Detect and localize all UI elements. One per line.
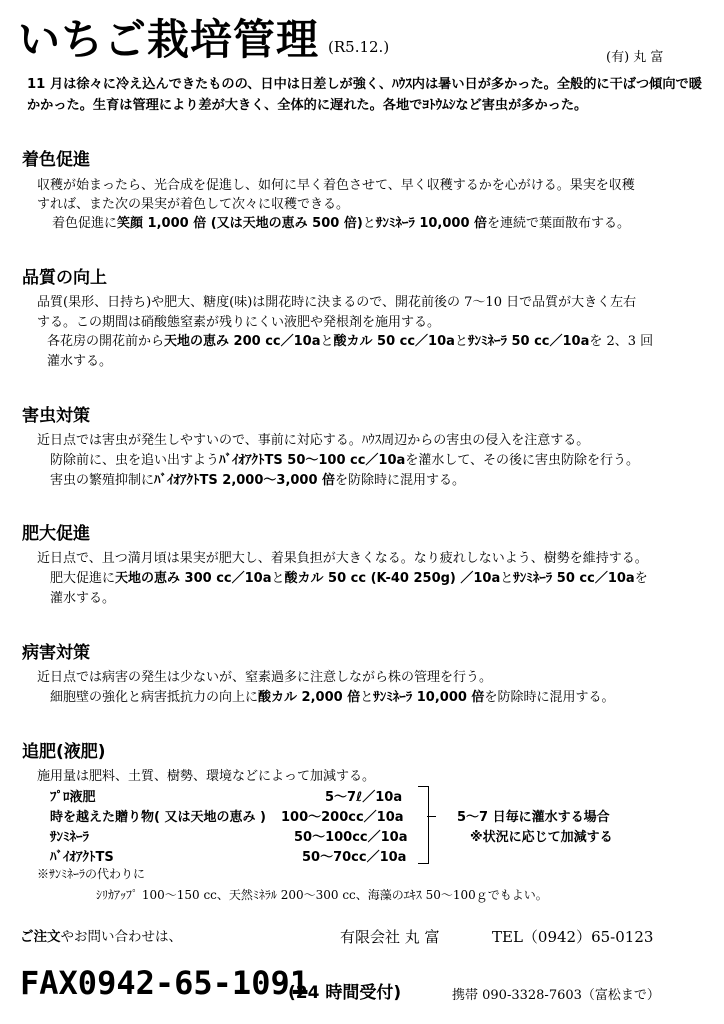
text: 防除前に、虫を追い出すよう (50, 453, 220, 468)
section-heading-enlargement: 肥大促進 (22, 524, 90, 544)
text: を防除時に混用する。 (335, 473, 466, 488)
phone-number: TEL（0942）65-0123 (492, 928, 654, 946)
product-emphasis: ｻﾝﾐﾈｰﾗ 50 cc／10a (513, 571, 635, 586)
substitute-note: ※ｻﾝﾐﾈｰﾗの代わりに (37, 867, 146, 881)
issue-date: (R5.12.) (328, 38, 390, 56)
fertilizer-name: ﾌﾟﾛ液肥 (50, 790, 96, 805)
text: を防除時に混用する。 (484, 690, 615, 705)
text: と (454, 334, 468, 349)
product-emphasis: ﾊﾞｲｵｱｸﾄTS 2,000～3,000 倍 (154, 473, 336, 488)
fax-hours: (24 時間受付) (288, 983, 402, 1003)
product-emphasis: 酸カル 2,000 倍 (258, 690, 361, 705)
text: 細胞壁の強化と病害抵抗力の向上に (50, 690, 259, 705)
coloring-line-2: すれば、また次の果実が着色して次々に収穫できる。 (37, 197, 350, 212)
section-heading-coloring: 着色促進 (22, 150, 90, 170)
topdress-note-interval: 5～7 日毎に灌水する場合 (457, 810, 610, 825)
text: と (500, 571, 514, 586)
coloring-line-3 (52, 213, 630, 234)
product-emphasis: 酸カル 50 cc／10a (333, 334, 455, 349)
pest-line-2 (50, 450, 639, 471)
disease-line-1: 近日点では病害の発生は少ないが、窒素過多に注意しながら株の管理を行う。 (37, 670, 493, 685)
fax-number: FAX0942-65-1091 (20, 964, 309, 1002)
quality-line-4: 灌水する。 (47, 354, 113, 369)
company-name-header: (有) 丸 富 (606, 50, 664, 65)
intro-paragraph: 11 月は徐々に冷え込んできたものの、日中は日差しが強く、ﾊｳｽ内は暑い日が多かった。全般的に干ばつ傾向で暖かかった。生育は管理により差が大きく、全体的に遅れた。各地でﾖﾄｳﾑｼなど害虫が多かった。 (27, 77, 702, 113)
quality-line-1: 品質(果形、日持ち)や肥大、糖度(味)は開花時に決まるので、開花前後の 7～10 日で品質が大きく左右 (37, 295, 637, 310)
quality-line-3 (47, 331, 653, 352)
section-heading-pest: 害虫対策 (22, 406, 90, 426)
disease-line-2 (50, 687, 614, 708)
enlargement-line-1: 近日点で、且つ満月頃は果実が肥大し、着果負担が大きくなる。なり疲れしないよう、樹勢を維持する。 (37, 551, 648, 566)
order-inquiry-text (20, 927, 182, 948)
topdress-line-1: 施用量は肥料、土質、樹勢、環境などによって加減する。 (37, 769, 376, 784)
grouping-bracket-tip (427, 816, 436, 829)
product-emphasis: ﾊﾞｲｵｱｸﾄTS 50～100 cc／10a (219, 453, 406, 468)
text: 害虫の繁殖抑制に (50, 473, 155, 488)
product-emphasis: 笑顔 1,000 倍 (又は天地の恵み 500 倍) (117, 216, 363, 231)
company-name-footer: 有限会社 丸 富 (340, 928, 440, 946)
text: と (360, 690, 374, 705)
section-heading-disease: 病害対策 (22, 643, 90, 663)
section-heading-topdress: 追肥(液肥) (22, 742, 106, 762)
text: やお問い合わせは、 (60, 929, 182, 945)
text: 肥大促進に (50, 571, 116, 586)
fertilizer-name: ｻﾝﾐﾈｰﾗ (50, 830, 89, 845)
fertilizer-amount: 50～100cc／10a (294, 830, 408, 845)
text: と (362, 216, 376, 231)
text: と (271, 571, 285, 586)
product-emphasis: 天地の恵み 300 cc／10a (115, 571, 272, 586)
product-emphasis: ｻﾝﾐﾈｰﾗ 50 cc／10a (467, 334, 590, 349)
product-emphasis: 天地の恵み 200 cc／10a (164, 334, 321, 349)
quality-line-2: する。この期間は硝酸態窒素が残りにくい液肥や発根剤を施用する。 (37, 315, 441, 330)
text: と (320, 334, 334, 349)
text: を灌水して、その後に害虫防除を行う。 (405, 453, 640, 468)
text: 着色促進に (52, 216, 118, 231)
product-emphasis: ｻﾝﾐﾈｰﾗ 10,000 倍 (375, 216, 488, 231)
fertilizer-name: ﾊﾞｲｵｱｸﾄTS (50, 850, 114, 865)
text: 各花房の開花前から (47, 334, 165, 349)
fertilizer-amount: 5～7ℓ／10a (325, 790, 403, 805)
pest-line-3 (50, 470, 465, 491)
product-emphasis: 酸カル 50 cc (K-40 250g) ／10a (284, 571, 501, 586)
enlargement-line-3: 灌水する。 (50, 591, 116, 606)
fertilizer-amount: 50～70cc／10a (302, 850, 407, 865)
mobile-number: 携帯 090-3328-7603（富松まで） (452, 988, 660, 1003)
section-heading-quality: 品質の向上 (22, 268, 107, 288)
topdress-note-adjust: ※状況に応じて加減する (470, 830, 613, 845)
substitute-options: ｼﾘｶｱｯﾌﾟ 100～150 cc、天然ﾐﾈﾗﾙ 200～300 cc、海藻のｴｷｽ 50～100ｇでもよい。 (96, 888, 548, 902)
fertilizer-name: 時を越えた贈り物( 又は天地の恵み ) (50, 810, 266, 825)
text: を 2、3 回 (589, 334, 654, 349)
product-emphasis: ｻﾝﾐﾈｰﾗ 10,000 倍 (373, 690, 485, 705)
page-title: いちご栽培管理 (18, 15, 320, 64)
coloring-line-1: 収穫が始まったら、光合成を促進し、如何に早く着色させて、早く収穫するかを心がける。果実を収穫 (37, 178, 635, 193)
enlargement-line-2 (50, 568, 648, 589)
order-label: ご注文 (20, 929, 61, 945)
fertilizer-amount: 100～200cc／10a (281, 810, 404, 825)
text: を連続で葉面散布する。 (487, 216, 631, 231)
text: を (634, 571, 648, 586)
pest-line-1: 近日点では害虫が発生しやすいので、事前に対応する。ﾊｳｽ周辺からの害虫の侵入を注意する。 (37, 433, 590, 448)
